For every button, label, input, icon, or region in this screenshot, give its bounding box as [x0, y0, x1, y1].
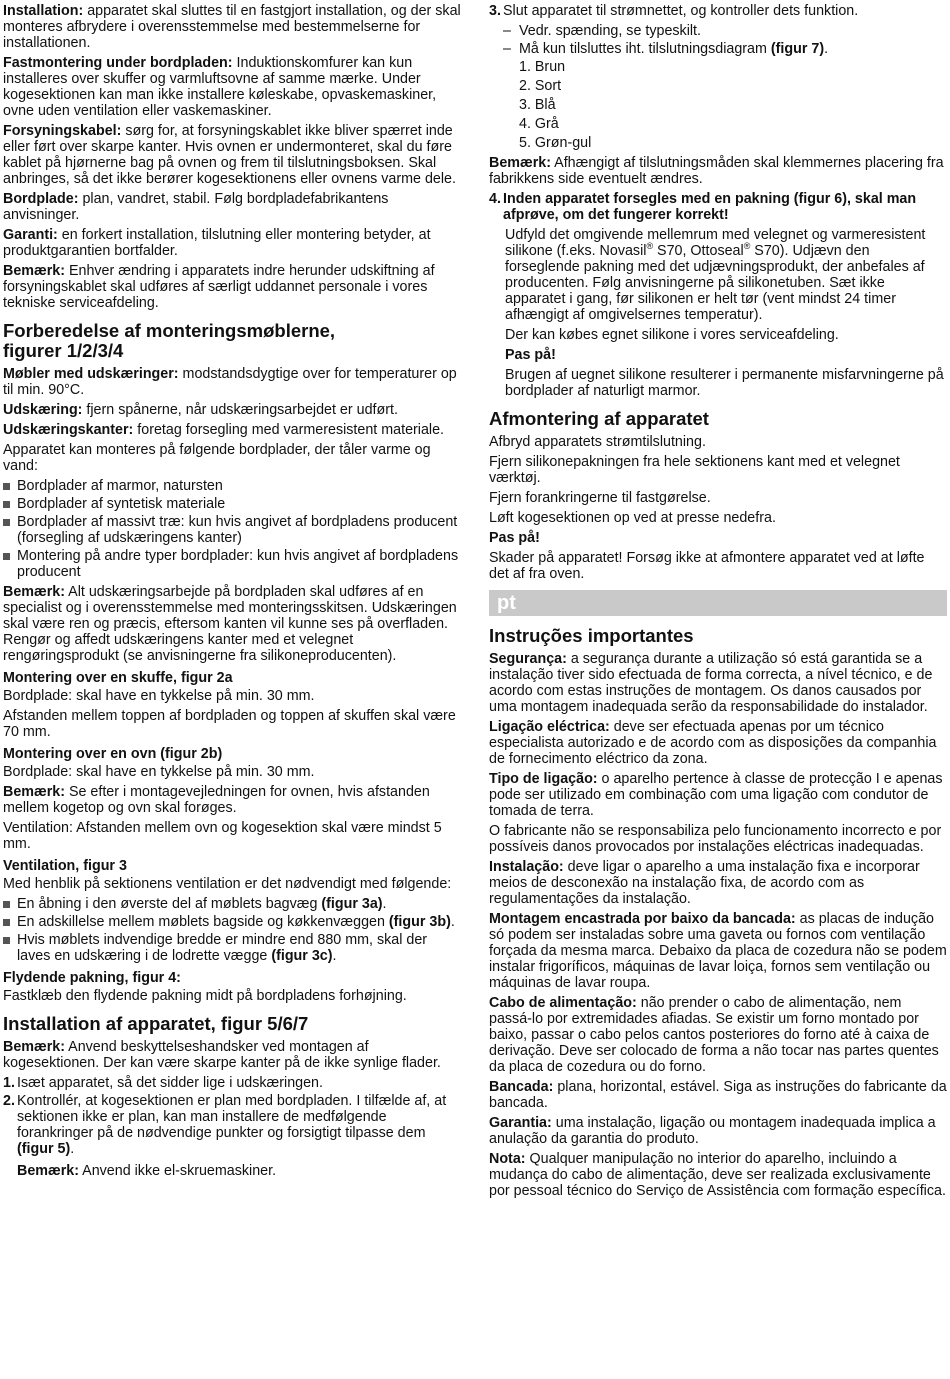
install-steps-cont [489, 3, 947, 19]
list-item: En åbning i den øverste del af møblets bagvæg (figur 3a). [3, 896, 463, 912]
pt-para: Segurança: a segurança durante a utilização só está garantida se a instalação tiver sido efectuada de forma correcta, a nível técnico, e de acordo com estas instruções de montagem. Os danos causados por uma montagem inadequada serão da responsabilidade do instalador. [489, 651, 933, 715]
square-bullet-icon [3, 919, 10, 926]
list-item: 3. Blå [519, 97, 556, 113]
left-column [3, 3, 463, 1183]
remove-line: Fjern silikonepakningen fra hele sektionens kant med et velegnet værktøj. [489, 454, 900, 486]
intro-para: Bemærk: Enhver ændring i apparatets indre herunder udskiftning af forsyningskablet skal udføres af særligt uddannet personale i vores tekniske serviceafdeling. [3, 263, 435, 311]
remove-line: Løft kogesektionen op ved at presse nedefra. [489, 510, 776, 526]
pt-para: Ligação eléctrica: deve ser efectuada apenas por um técnico especialista autorizado e de acordo com as disposições da companhia de fornecimento eléctrico da zona. [489, 719, 937, 767]
pt-para: Nota: Qualquer manipulação no interior do aparelho, incluindo a mudança do cabo de alimentação, deve ser realizada exclusivamente por pessoal técnico do Serviço de Assistência com formação específica. [489, 1151, 946, 1199]
list-item: 4. Inden apparatet forsegles med en pakning (figur 6), skal man afprøve, om det fungerer korrekt! [489, 191, 917, 223]
prep-para: Udskæring: fjern spånerne, når udskæringsarbejdet er udført. [3, 402, 398, 418]
pt-para: Instalação: deve ligar o aparelho a uma instalação fixa e incorporar meios de desconexão na instalação fixa, de acordo com as regulamentações da instalação. [489, 859, 920, 907]
intro-para: Forsyningskabel: sørg for, at forsyningskablet ikke bliver spærret inde eller ført over skarpe kanter. Hvis ovnen er undermonteret, skal du føre kablet på hjørnerne bag på ovnen og frem til tilslutningsboksen. Skal anbringes, så det ikke berører kogesektionens eller ovnens varme dele. [3, 123, 456, 187]
pt-para: Bancada: plana, horizontal, estável. Siga as instruções do fabricante da bancada. [489, 1079, 947, 1111]
drawer-line: Bordplade: skal have en tykkelse på min. 30 mm. [3, 688, 315, 704]
vent-list [3, 896, 463, 964]
gasket-text: Fastklæb den flydende pakning midt på bordpladens forhøjning. [3, 988, 407, 1004]
install-heading: Installation af apparatet, figur 5/6/7 [3, 1013, 309, 1034]
square-bullet-icon [3, 483, 10, 490]
right-column [489, 3, 947, 1203]
oven-heading: Montering over en ovn (figur 2b) [3, 746, 223, 762]
square-bullet-icon [3, 553, 10, 560]
prep-note: Bemærk: Alt udskæringsarbejde på bordpladen skal udføres af en specialist og i overensstemmelse med monteringsskitsen. Udskæringen skal være ren og præcis, eftersom kanten vil kunne ses på overfladen. Rengør og affedt udskæringens kanter med et velegnet rengøringsprodukt (se anvisningerne fra silikoneproducenten). [3, 584, 457, 664]
list-item: 2. Sort [519, 78, 562, 94]
caution-label: Pas på! [505, 347, 556, 363]
prep-intro: Apparatet kan monteres på følgende bordplader, der tåler varme og vand: [3, 442, 431, 474]
oven-note: Bemærk: Se efter i montagevejledningen for ovnen, hvis afstanden mellem kogetop og ovn skal forøges. [3, 784, 430, 816]
install-note: Bemærk: Anvend beskyttelseshandsker ved montagen af kogesektionen. Der kan være skarpe kanter på de ikke synlige flader. [3, 1039, 441, 1071]
step4-text: Udfyld det omgivende mellemrum med velegnet og varmeresistent silikone (f.eks. Novasil® S70, Ottoseal® S70). Udjævn den forseglende pakning med det udjævningsprodukt, der anbefales af producenten. Følg anvisningerne på silikonetuben. Sæt ikke apparatet i gang, før silikonen er helt tør (vent mindst 24 timer afhængigt af omgivelsernes temperatur). [505, 227, 926, 323]
list-item: Montering på andre typer bordplader: kun hvis angivet af bordpladens producent [3, 548, 463, 580]
worktop-list [3, 478, 463, 580]
oven-line: Bordplade: skal have en tykkelse på min. 30 mm. [3, 764, 315, 780]
remove-line: Fjern forankringerne til fastgørelse. [489, 490, 711, 506]
remove-line: Afbryd apparatets strømtilslutning. [489, 434, 706, 450]
oven-line: Ventilation: Afstanden mellem ovn og kogesektion skal være mindst 5 mm. [3, 820, 442, 852]
caution-text: Skader på apparatet! Forsøg ikke at afmontere apparatet ved at løfte det af fra oven. [489, 550, 925, 582]
list-item: 5. Grøn-gul [519, 135, 592, 151]
pt-para: Garantia: uma instalação, ligação ou montagem inadequada implica a anulação da garantia do produto. [489, 1115, 936, 1147]
list-item: Bordplader af marmor, natursten [3, 478, 463, 494]
prep-para: Møbler med udskæringer: modstandsdygtige over for temperaturer op til min. 90°C. [3, 366, 457, 398]
vent-intro: Med henblik på sektionens ventilation er det nødvendigt med følgende: [3, 876, 452, 892]
pt-para: Montagem encastrada por baixo da bancada: as placas de indução só podem ser instaladas sobre uma gaveta ou fornos com ventilação forçada da mesma marca. Debaixo da placa de cozedura não se podem instalar frigoríficos, máquinas de lavar loiça, fornos sem ventilação ou máquinas de lavar roupa. [489, 911, 947, 991]
square-bullet-icon [3, 519, 10, 526]
step4-text: Der kan købes egnet silikone i vores serviceafdeling. [505, 327, 839, 343]
intro-para: Installation: apparatet skal sluttes til en fastgjort installation, og der skal monteres afbrydere i overensstemmelse med bestemmelserne for installationen. [3, 3, 461, 51]
intro-para: Garanti: en forkert installation, tilslutning eller montering betyder, at produktgarantien bortfalder. [3, 227, 431, 259]
prep-para: Udskæringskanter: foretag forsegling med varmeresistent materiale. [3, 422, 445, 438]
pt-para: Cabo de alimentação: não prender o cabo de alimentação, nem passá-lo por extremidades afiadas. Se existir um forno montado por baixo, passar o cabo pelos cantos posteriores do forno até à caixa de derivação. Deve ser colocado de forma a não tocar nas partes quentes da placa de cozedura ou do forno. [489, 995, 939, 1075]
square-bullet-icon [3, 937, 10, 944]
pt-para: Tipo de ligação: o aparelho pertence à classe de protecção I e apenas pode ser utilizado em combinação com uma ligação com condutor de tomada de terra. [489, 771, 943, 819]
list-item: Hvis møblets indvendige bredde er mindre end 880 mm, skal der laves en udskæring i de lodrette vægge (figur 3c). [3, 932, 463, 964]
step2-note: Bemærk: Anvend ikke el-skruemaskiner. [17, 1163, 277, 1179]
list-item: Bordplader af massivt træ: kun hvis angivet af bordpladens producent (forsegling af udskæringens kanter) [3, 514, 463, 546]
square-bullet-icon [3, 901, 10, 908]
pt-para: O fabricante não se responsabiliza pelo funcionamento incorrecto e por possíveis danos provocados por instalações eléctricas inadequadas. [489, 823, 942, 855]
list-item: 1. Isæt apparatet, så det sidder lige i udskæringen. [3, 1075, 323, 1091]
install-steps [3, 1075, 463, 1179]
intro-para: Bordplade: plan, vandret, stabil. Følg bordpladefabrikantens anvisninger. [3, 191, 389, 223]
list-item: 4. Grå [519, 116, 559, 132]
remove-heading: Afmontering af apparatet [489, 408, 709, 429]
drawer-line: Afstanden mellem toppen af bordpladen og toppen af skuffen skal være 70 mm. [3, 708, 456, 740]
list-item: – Må kun tilsluttes iht. tilslutningsdiagram (figur 7). [503, 41, 829, 57]
list-item: Bordplader af syntetisk materiale [3, 496, 463, 512]
list-item: 3. Slut apparatet til strømnettet, og kontroller dets funktion. [489, 3, 859, 19]
language-bar: pt [489, 590, 947, 616]
caution-text: Brugen af uegnet silikone resulterer i permanente misfarvningerne på bordplader af naturligt marmor. [505, 367, 944, 399]
drawer-heading: Montering over en skuffe, figur 2a [3, 670, 233, 686]
gasket-heading: Flydende pakning, figur 4: [3, 970, 181, 986]
intro-para: Fastmontering under bordpladen: Induktionskomfurer kan kun installeres over skuffer og varmluftsovne af samme mærke. Under kogesektionen kan man ikke installere køleskabe, opvaskemaskiner, ovne uden ventilation eller vaskemaskiner. [3, 55, 437, 119]
prep-heading: Forberedelse af monteringsmøblerne, figurer 1/2/3/4 [3, 320, 336, 361]
list-item: 2. Kontrollér, at kogesektionen er plan med bordpladen. I tilfælde af, at sektionen ikke er plan, kan man installere de medfølgende forankringer på de nødvendige punkter og forsigtigt tilpasse dem (figur 5). Bemærk: Anvend ikke el-skruemaskiner. [3, 1093, 463, 1179]
square-bullet-icon [3, 501, 10, 508]
vent-heading: Ventilation, figur 3 [3, 858, 127, 874]
caution-label: Pas på! [489, 530, 540, 546]
dash-list [489, 23, 947, 57]
pt-heading: Instruções importantes [489, 625, 694, 646]
wire-list [489, 59, 947, 151]
wire-note: Bemærk: Afhængigt af tilslutningsmåden skal klemmernes placering fra fabrikkens side eventuelt ændres. [489, 155, 944, 187]
list-item: – Vedr. spænding, se typeskilt. [503, 23, 701, 39]
install-steps-cont [489, 191, 947, 223]
list-item: 1. Brun [519, 59, 566, 75]
list-item: En adskillelse mellem møblets bagside og køkkenvæggen (figur 3b). [3, 914, 463, 930]
